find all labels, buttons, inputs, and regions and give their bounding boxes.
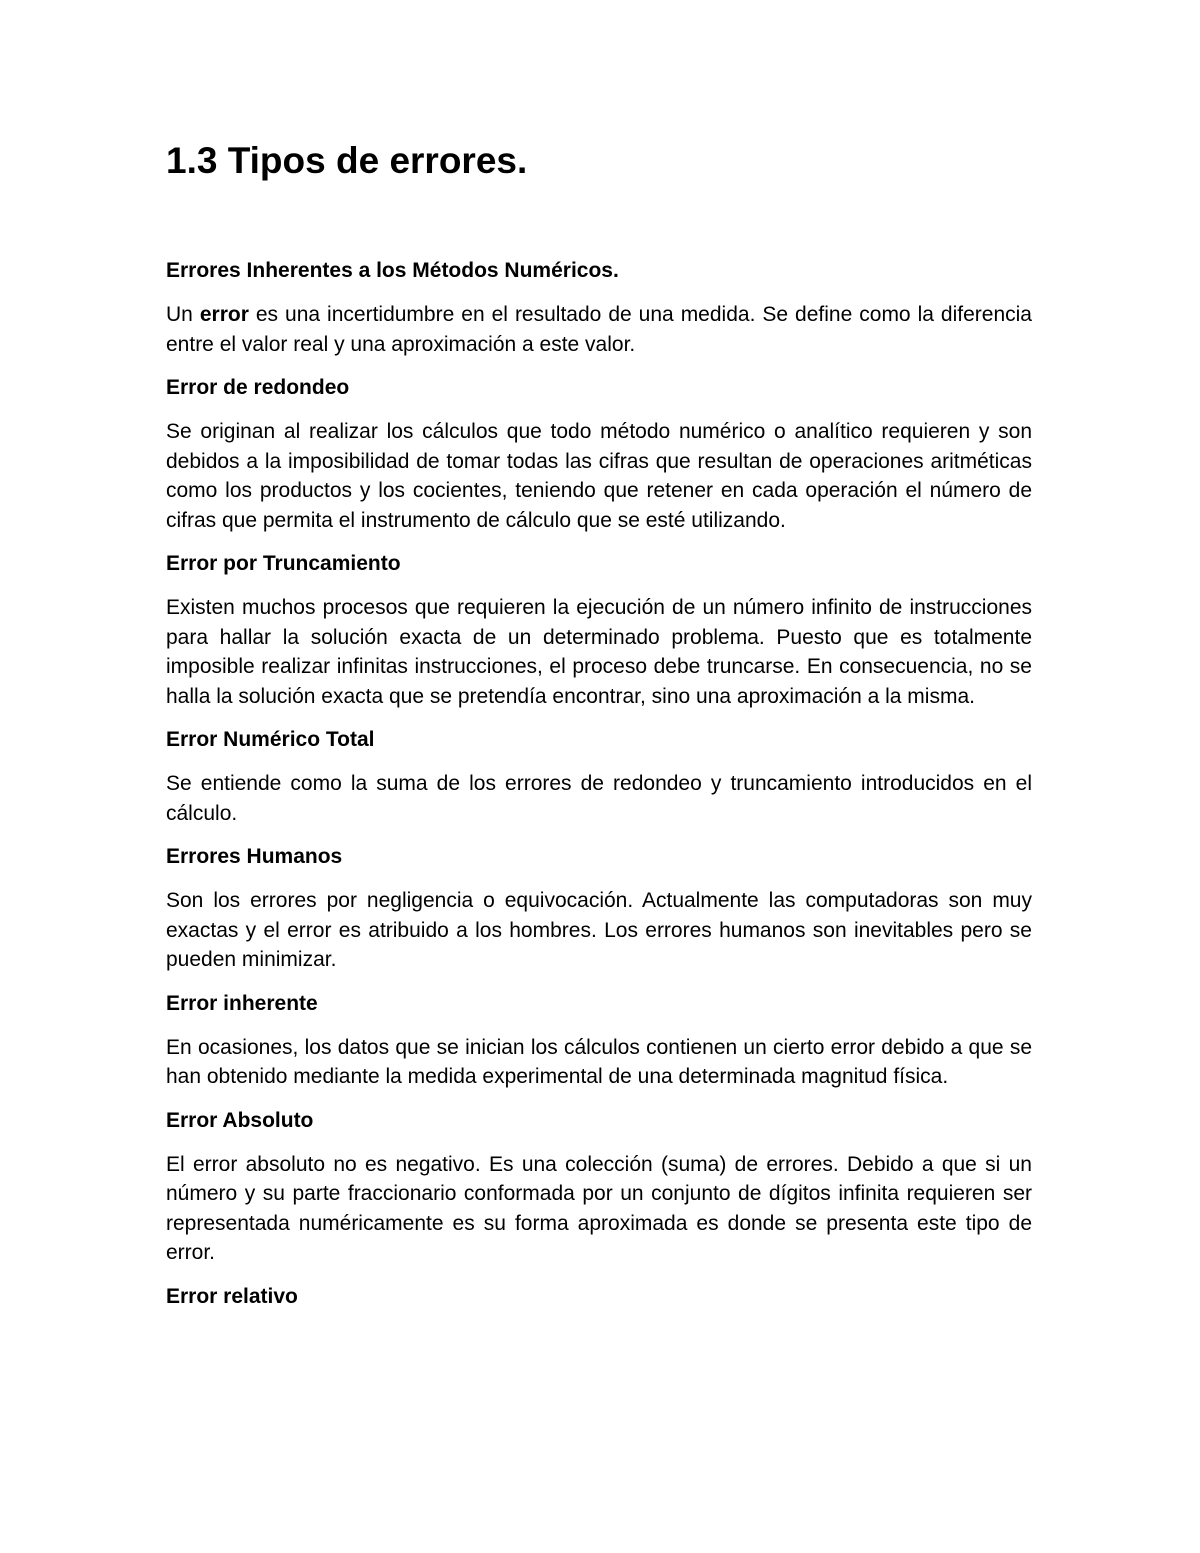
section-text-humanos: Son los errores por negligencia o equivocación. Actualmente las computadoras son muy exactas y el error es atribuido a los hombres. Los errores humanos son inevitables pero se pueden minimizar. xyxy=(166,889,1032,971)
section-heading-redondeo: Error de redondeo xyxy=(166,376,350,399)
section-text-redondeo: Se originan al realizar los cálculos que todo método numérico o analítico requieren y son debidos a la imposibilidad de tomar todas las cifras que resultan de operaciones aritméticas como los productos y los cocientes, teniendo que retener en cada operación el número de cifras que permita el instrumento de cálculo que se esté utilizando. xyxy=(166,420,1032,532)
section-text-truncamiento: Existen muchos procesos que requieren la ejecución de un número infinito de instrucciones para hallar la solución exacta de un determinado problema. Puesto que es totalmente imposible realizar infinitas instrucciones, el proceso debe truncarse. En consecuencia, no se halla la solución exacta que se pretendía encontrar, sino una aproximación a la misma. xyxy=(166,596,1032,708)
section-heading-inherentes: Errores Inherentes a los Métodos Numéricos. xyxy=(166,259,619,282)
section-heading-truncamiento: Error por Truncamiento xyxy=(166,552,401,575)
text-suffix: es una incertidumbre en el resultado de una medida. Se define como la diferencia entre el valor real y una aproximación a este valor. xyxy=(166,303,1032,356)
section-heading-relativo: Error relativo xyxy=(166,1284,298,1308)
page-title: 1.3 Tipos de errores. xyxy=(166,140,528,181)
section-heading-absoluto: Error Absoluto xyxy=(166,1108,314,1132)
section-heading-numerico-total: Error Numérico Total xyxy=(166,728,375,751)
document-body xyxy=(166,256,1032,1326)
section-text-inherente: En ocasiones, los datos que se inician los cálculos contienen un cierto error debido a que se han obtenido mediante la medida experimental de una determinada magnitud física. xyxy=(166,1035,1032,1088)
section-text-inherentes xyxy=(166,300,1032,359)
bold-term-error: error xyxy=(199,303,249,326)
section-heading-inherente: Error inherente xyxy=(166,991,318,1015)
section-text-numerico-total: Se entiende como la suma de los errores de redondeo y truncamiento introducidos en el cálculo. xyxy=(166,772,1032,825)
section-text-absoluto: El error absoluto no es negativo. Es una colección (suma) de errores. Debido a que si un número y su parte fraccionario conformada por un conjunto de dígitos infinita requieren ser representada numéricamente es su forma aproximada es donde se presenta este tipo de error. xyxy=(166,1152,1032,1264)
text-prefix: Un xyxy=(166,303,200,326)
section-heading-humanos: Errores Humanos xyxy=(166,845,343,868)
